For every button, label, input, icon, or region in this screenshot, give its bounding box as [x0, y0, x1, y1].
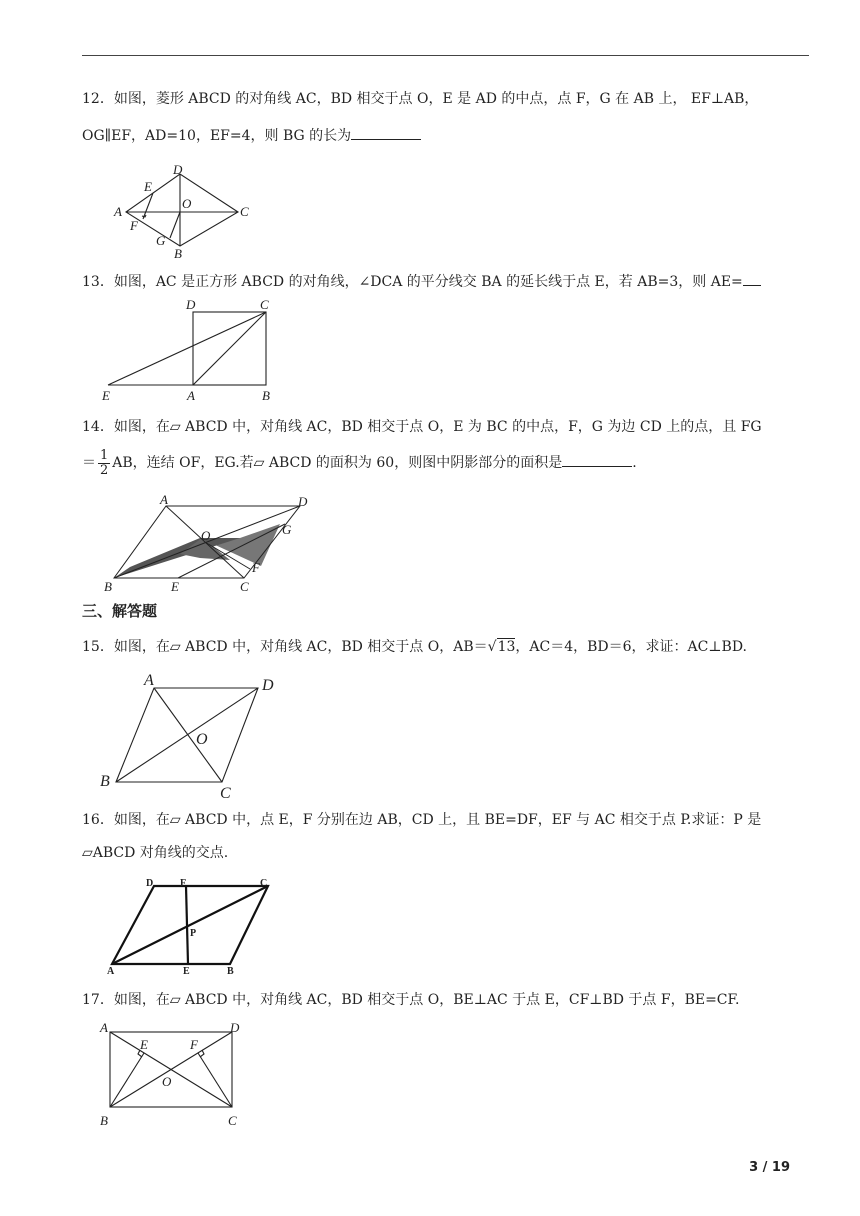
header-rule: [82, 55, 809, 56]
label-G: G: [282, 522, 292, 537]
label-B: B: [104, 579, 112, 594]
label-F: F: [252, 560, 260, 575]
sqrt-symbol: √: [487, 639, 497, 655]
label-C: C: [260, 297, 269, 312]
label-C: C: [260, 878, 268, 889]
label-F: F: [180, 878, 187, 889]
label-B: B: [227, 966, 234, 977]
label-O: O: [196, 731, 208, 748]
q15-text-line1: 15．如图，在▱ ABCD 中，对角线 AC，BD 相交于点 O，AB＝√13，AC＝4，BD＝6，求证：AC⊥BD.: [82, 639, 747, 655]
label-C: C: [228, 1113, 237, 1128]
page-number: 3 / 19: [749, 1160, 790, 1175]
answer-blank[interactable]: [743, 271, 761, 286]
q15-figure: [96, 668, 286, 803]
label-A: A: [100, 1020, 108, 1035]
label-O: O: [162, 1074, 172, 1089]
q12-figure: [108, 160, 258, 260]
label-B: B: [100, 1113, 108, 1128]
label-F: F: [130, 218, 138, 233]
label-G: G: [156, 233, 166, 248]
q14-text-line1: 14．如图，在▱ ABCD 中，对角线 AC，BD 相交于点 O，E 为 BC 的中点，F，G 为边 CD 上的点，且 FG: [82, 419, 762, 435]
label-A: A: [187, 388, 195, 403]
section-heading: 三、解答题: [82, 602, 158, 620]
label-E: E: [144, 179, 152, 194]
answer-blank[interactable]: [351, 125, 421, 140]
q14-figure: [100, 494, 315, 596]
label-B: B: [100, 773, 110, 790]
answer-blank[interactable]: [562, 452, 632, 467]
label-A: A: [107, 966, 115, 977]
label-E: E: [183, 966, 190, 977]
label-D: D: [262, 677, 274, 694]
q16-figure: [100, 874, 285, 978]
q13-text-line1: 13．如图，AC 是正方形 ABCD 的对角线，∠DCA 的平分线交 BA 的延长线于点 E，若 AB=3，则 AE=: [82, 271, 761, 292]
label-B: B: [262, 388, 270, 403]
label-D: D: [298, 494, 308, 509]
label-D: D: [173, 162, 183, 177]
q13-figure: [96, 296, 281, 404]
label-A: A: [160, 494, 168, 507]
q16-text-line1: 16．如图，在▱ ABCD 中，点 E，F 分别在边 AB，CD 上，且 BE=DF，EF 与 AC 相交于点 P.求证：P 是: [82, 812, 762, 828]
label-E: E: [140, 1037, 148, 1052]
label-B: B: [174, 246, 182, 260]
q14-text-line2: ＝ $\frac{1}{2}$ AB，连结 OF，EG.若▱ ABCD 的面积为 60，则图中阴影部分的面积是 .: [82, 447, 637, 478]
q17-figure: [96, 1018, 256, 1130]
fraction-one-half: $\frac{1}{2}$: [100, 447, 109, 478]
label-E: E: [171, 579, 179, 594]
label-E: E: [102, 388, 110, 403]
label-D: D: [230, 1020, 240, 1035]
q12-text-line1: 12．如图，菱形 ABCD 的对角线 AC，BD 相交于点 O，E 是 AD 的中点，点 F，G 在 AB 上， EF⊥AB，: [82, 91, 759, 107]
label-C: C: [240, 579, 249, 594]
label-D: D: [146, 878, 154, 889]
label-C: C: [240, 204, 249, 219]
q17-text-line1: 17．如图，在▱ ABCD 中，对角线 AC，BD 相交于点 O，BE⊥AC 于点 E，CF⊥BD 于点 F，BE=CF.: [82, 992, 740, 1008]
label-P: P: [190, 928, 197, 939]
label-F: F: [190, 1037, 198, 1052]
label-O: O: [182, 196, 192, 211]
label-A: A: [114, 204, 122, 219]
label-O: O: [201, 528, 211, 543]
label-C: C: [220, 785, 231, 802]
q16-text-line2: ▱ABCD 对角线的交点.: [82, 845, 229, 861]
label-A: A: [144, 672, 154, 689]
q12-text-line2: OG∥EF，AD=10，EF=4，则 BG 的长为: [82, 125, 421, 146]
label-D: D: [186, 297, 196, 312]
